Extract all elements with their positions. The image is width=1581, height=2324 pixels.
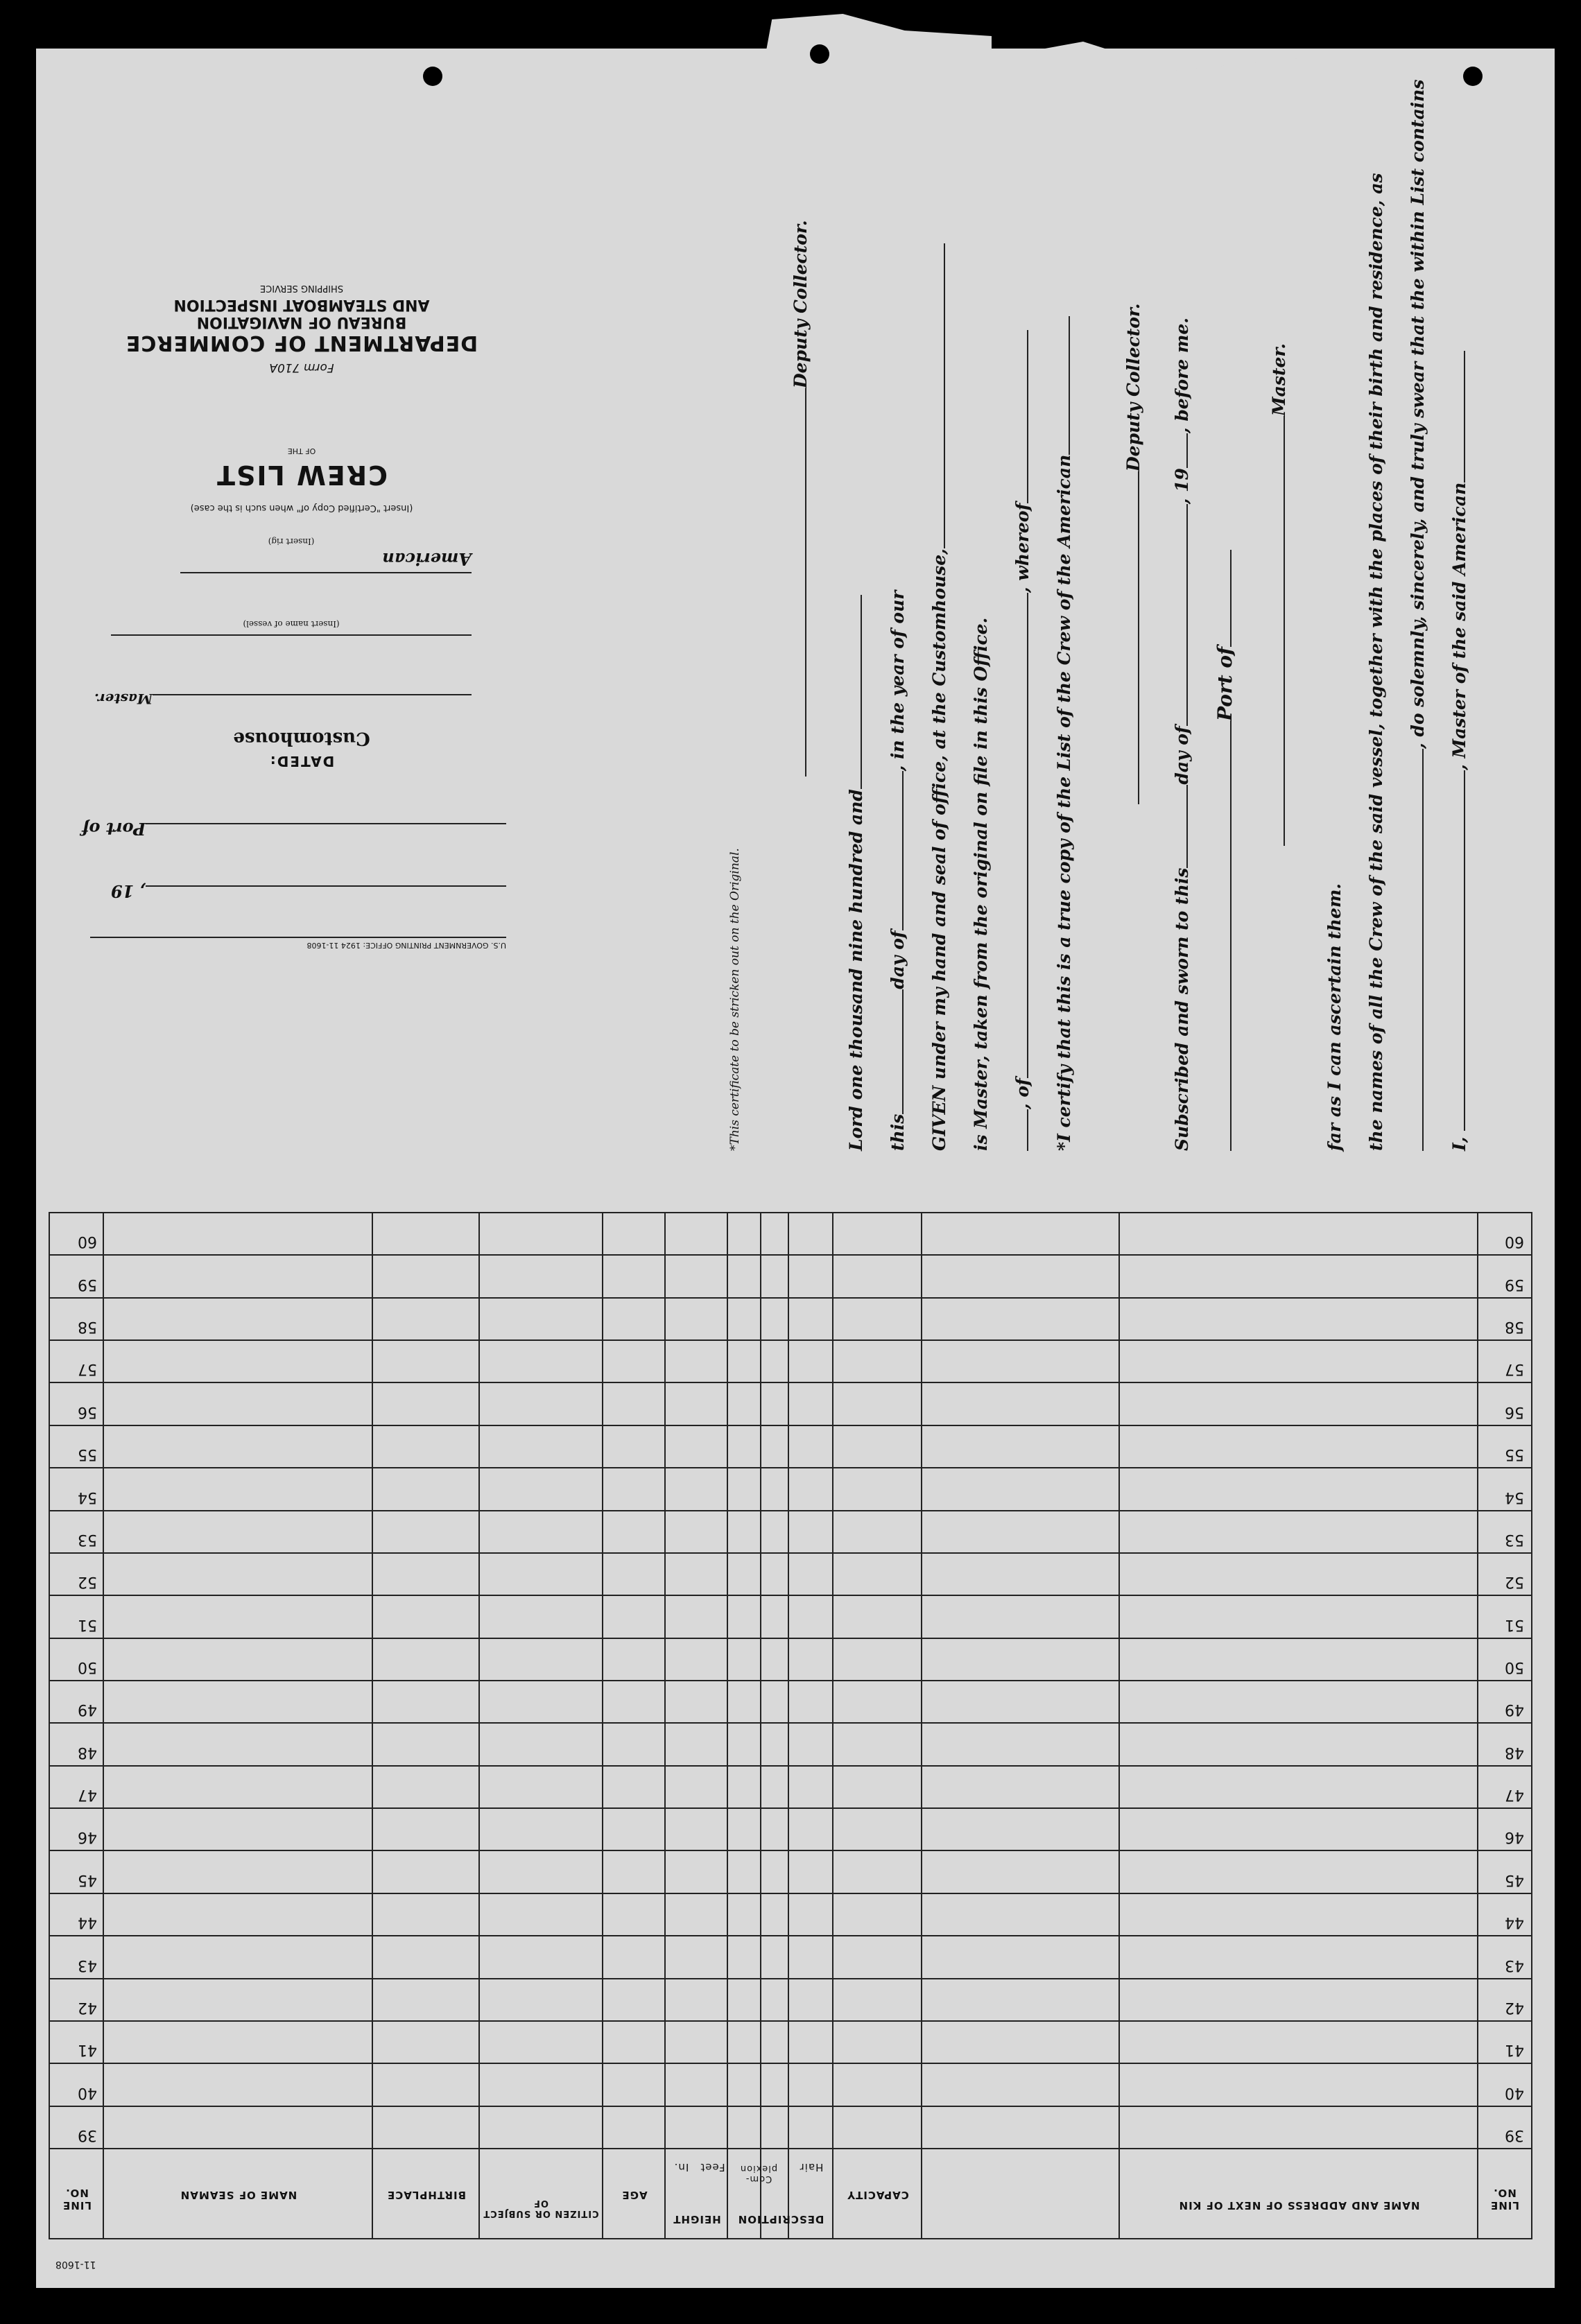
of-the: OF THE xyxy=(287,446,316,456)
department: DEPARTMENT OF COMMERCE xyxy=(125,331,478,355)
row-number: 44 xyxy=(1505,1914,1524,1932)
bureau-line-1: BUREAU OF NAVIGATION xyxy=(196,313,407,331)
row-number: 47 xyxy=(78,1786,97,1804)
table-row-rule xyxy=(49,1722,1532,1724)
table-row-rule xyxy=(49,1382,1532,1383)
is-master-line: is Master, taken from the original on file in this Office. xyxy=(971,617,991,1151)
table-row-rule xyxy=(49,1467,1532,1468)
port-of-label: Port of xyxy=(82,819,146,839)
table-row-rule xyxy=(49,1807,1532,1809)
row-number: 40 xyxy=(78,2083,97,2101)
customhouse-label: Customhouse xyxy=(233,728,370,749)
header-line-no: LINE NO. xyxy=(62,2187,92,2212)
table-row-rule xyxy=(49,1595,1532,1596)
table-row-rule xyxy=(49,1339,1532,1341)
row-number: 56 xyxy=(1505,1403,1524,1421)
table-row-rule xyxy=(49,1893,1532,1894)
footer-form-code: 11-1608 xyxy=(55,2259,96,2270)
torn-edge xyxy=(763,14,992,69)
table-row-rule xyxy=(49,1978,1532,1979)
row-number: 40 xyxy=(1505,2083,1524,2101)
row-number: 55 xyxy=(1505,1446,1524,1464)
row-number: 41 xyxy=(1505,2041,1524,2059)
dated-label: DATED: xyxy=(268,753,335,770)
header-age: AGE xyxy=(621,2189,648,2201)
master-label: Master. xyxy=(94,691,153,707)
oath-line-2: , do solemnly, sincerely, and truly swear that the within List contains xyxy=(1408,80,1428,1151)
stricken-note: *This certificate to be stricken out on the Original. xyxy=(728,848,742,1151)
header-citizen: CITIZEN OR SUBJECT OF xyxy=(483,2198,599,2219)
oath-panel xyxy=(610,69,1498,1193)
table-row-rule xyxy=(49,1425,1532,1426)
form-upper-half xyxy=(42,69,1498,1193)
oath-line-4: far as I can ascertain them. xyxy=(1324,883,1345,1151)
row-number: 60 xyxy=(1505,1233,1524,1251)
oath-line-3: the names of all the Crew of the said vessel, together with the places of their birth and residence, as xyxy=(1366,173,1386,1151)
row-number: 45 xyxy=(78,1871,97,1889)
table-row-rule xyxy=(49,2106,1532,2107)
row-number: 48 xyxy=(1505,1743,1524,1761)
row-number: 54 xyxy=(78,1488,97,1506)
row-number: 51 xyxy=(1505,1615,1524,1633)
of-whereof-line: , of, whereof xyxy=(1012,330,1033,1151)
oath-line-1: I, , Master of the said American xyxy=(1449,351,1469,1151)
lord-line: Lord one thousand nine hundred and xyxy=(846,595,866,1151)
deputy-collector-2: Deputy Collector. xyxy=(790,220,811,777)
crew-list-title: CREW LIST xyxy=(216,460,388,490)
this-day-line: thisday of, in the year of our xyxy=(888,590,908,1151)
printer-line: U.S. GOVERNMENT PRINTING OFFICE: 1924 11-1608 xyxy=(90,937,506,950)
table-row-rule xyxy=(49,1765,1532,1767)
row-number: 54 xyxy=(1505,1488,1524,1506)
table-row-rule xyxy=(49,1680,1532,1681)
table-row-rule xyxy=(49,2020,1532,2022)
row-number: 42 xyxy=(78,1998,97,2016)
oath-port-of: Port of xyxy=(1213,550,1236,1151)
row-number: 58 xyxy=(78,1318,97,1336)
punch-hole xyxy=(810,44,829,64)
header-complexion: Com-plexion xyxy=(739,2163,778,2184)
row-number: 57 xyxy=(78,1360,97,1378)
row-number: 59 xyxy=(1505,1275,1524,1293)
header-next-of-kin: NAME AND ADDRESS OF NEXT OF KIN xyxy=(1178,2199,1420,2212)
certified-note: (Insert "Certified Copy of" when such is the case) xyxy=(190,503,413,513)
cover-panel xyxy=(42,83,562,1193)
row-number: 50 xyxy=(78,1658,97,1676)
table-row-rule xyxy=(49,1297,1532,1299)
service: SHIPPING SERVICE xyxy=(259,283,344,293)
row-number: 53 xyxy=(1505,1530,1524,1548)
header-feet: Feet xyxy=(700,2161,725,2174)
row-number: 46 xyxy=(1505,1828,1524,1846)
bureau-line-2: AND STEAMBOAT INSPECTION xyxy=(173,296,430,313)
american-label: American xyxy=(382,549,472,569)
row-number: 53 xyxy=(78,1530,97,1548)
header-height: HEIGHT xyxy=(673,2213,721,2226)
row-number: 39 xyxy=(1505,2126,1524,2144)
year-19: , 19 xyxy=(110,881,146,901)
header-in: In. xyxy=(673,2161,689,2174)
table-row-rule xyxy=(49,1510,1532,1511)
header-description: DESCRIPTION xyxy=(737,2213,824,2226)
row-number: 58 xyxy=(1505,1318,1524,1336)
row-number: 59 xyxy=(78,1275,97,1293)
subscribed-line: Subscribed and sworn to thisday of, 19, before me. xyxy=(1172,318,1192,1151)
crew-table xyxy=(49,1213,1532,2239)
row-number: 49 xyxy=(1505,1701,1524,1719)
row-number: 42 xyxy=(1505,1998,1524,2016)
table-row-rule xyxy=(49,1552,1532,1554)
row-number: 47 xyxy=(1505,1786,1524,1804)
header-capacity: CAPACITY xyxy=(847,2189,909,2201)
row-number: 56 xyxy=(78,1403,97,1421)
insert-rig: (Insert rig) xyxy=(268,537,315,546)
row-number: 48 xyxy=(78,1743,97,1761)
row-number: 51 xyxy=(78,1615,97,1633)
header-hair: Hair xyxy=(799,2161,824,2174)
table-row-rule xyxy=(49,2063,1532,2064)
row-number: 45 xyxy=(1505,1871,1524,1889)
table-row-rule xyxy=(49,1254,1532,1256)
row-number: 57 xyxy=(1505,1360,1524,1378)
row-number: 43 xyxy=(1505,1956,1524,1974)
row-number: 55 xyxy=(78,1446,97,1464)
row-number: 60 xyxy=(78,1233,97,1251)
row-number: 43 xyxy=(78,1956,97,1974)
row-number: 49 xyxy=(78,1701,97,1719)
row-number: 46 xyxy=(78,1828,97,1846)
deputy-collector-1: Deputy Collector. xyxy=(1123,303,1143,804)
given-line: GIVEN under my hand and seal of office, at the Customhouse, xyxy=(929,243,949,1151)
header-line-no-2: LINE NO. xyxy=(1490,2187,1519,2212)
insert-vessel: (Insert name of vessel) xyxy=(243,619,340,629)
table-row-rule xyxy=(49,1638,1532,1639)
row-number: 39 xyxy=(78,2126,97,2144)
row-number: 52 xyxy=(78,1573,97,1591)
row-number: 52 xyxy=(1505,1573,1524,1591)
row-number: 44 xyxy=(78,1914,97,1932)
table-row-rule xyxy=(49,1850,1532,1851)
header-name-of-seaman: NAME OF SEAMAN xyxy=(180,2189,297,2201)
header-birthplace: BIRTHPLACE xyxy=(386,2189,467,2201)
form-number: Form 710A xyxy=(269,361,334,374)
table-row-rule xyxy=(49,1212,1532,1213)
table-row-rule xyxy=(49,1935,1532,1936)
certify-line: *I certify that this is a true copy of the List of the Crew of the American xyxy=(1054,316,1074,1151)
row-number: 50 xyxy=(1505,1658,1524,1676)
row-number: 41 xyxy=(78,2041,97,2059)
master-signature: Master. xyxy=(1269,343,1289,846)
